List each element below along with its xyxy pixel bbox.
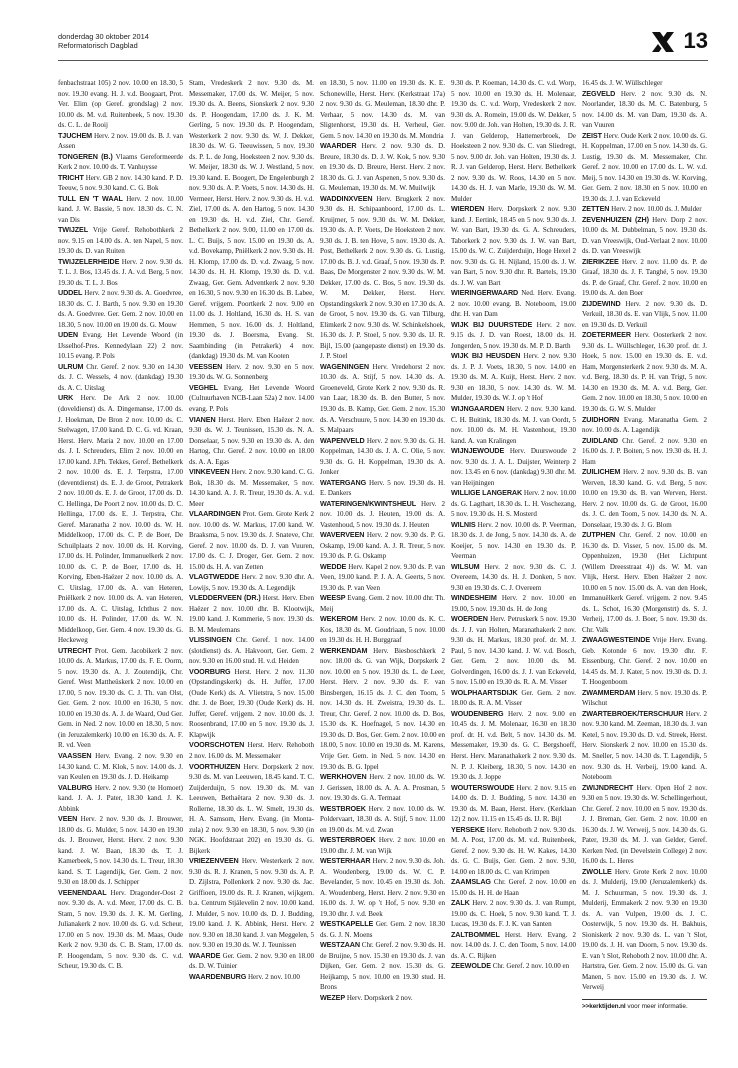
service-times: Herv. Brugkerk 2 nov. 9.30 ds. H. Schipaanboord, 17.00 ds. L. Kruijmer, 5 nov. 9.30 ds. W. M. Dekker, 19.30 ds. A. P. Voets, De Hoeksteen 2 nov. 9.30 ds. J. B. ten Hove, 5 nov. 19.30 ds. A. Post, Bethelkerk 2 nov. 9.30 ds. G. Lustig, 17.00 ds. B. J. v.d. Graaf, 5 nov. 19.30 ds. P. Baas, De Morgenster 2 nov. 9.30 ds. W. M. Dekker, 17.00 ds. C. Bos, 5 nov. 19.30 ds. W. M. Dekker, Herst. Herv. Opstandingskerk 2 nov. 9.30 en 17.30 ds. A. de Groot, 5 nov. 19.30 ds. G. van Tilburg, Elimkerk 2 nov. 9.30 ds. W. Schinkelshoek, 16.30 ds. J. P. Stoel, 5 nov. 9.30 ds. IJ. R. Bijl, 15.00 (aangepaste dienst) en 19.30 ds. J. P. Stoel	[320, 194, 445, 361]
place-name: WIJK BIJ DUURSTEDE	[451, 319, 533, 329]
place-name: WIJNJEWOUDE	[451, 446, 505, 456]
service-entry	[189, 740, 314, 761]
place-name: WILLIGE LANGERAK	[451, 488, 523, 498]
service-times: Herv. Dorp 2 nov. 10.00 ds. M. Dubbelman, 5 nov. 19.30 ds. D. van Vreeswijk, Oud-Verlaat 2 nov. 10.00 ds. D. van Vreeswijk	[582, 215, 707, 256]
place-name: WOUDENBERG	[451, 708, 504, 718]
issue-date: donderdag 30 oktober 2014	[58, 32, 149, 41]
service-entry	[320, 499, 445, 531]
service-entry	[582, 330, 707, 414]
service-times: Ger. Gem. 2 nov. 18.30 ds. G. J. N. Moens	[320, 920, 445, 939]
place-name: WATERGANG	[320, 477, 367, 487]
service-times: Vlaams Gereformeerde Kerk 2 nov. 10.00 ds. T. Vanhuysse	[58, 152, 183, 172]
service-times: Herv. 2 nov. 9.30 (te Homoet) kand. J. A. J. Pater, 18.30 kand. J. K. Abbink	[58, 783, 183, 813]
place-name: ZEVENHUIZEN (ZH)	[582, 214, 649, 224]
service-entry	[58, 173, 183, 194]
place-name: WERKHOVEN	[320, 772, 367, 782]
service-times: Herst. Herv. Rehoboth 2 nov. 16.00 ds. M. Messemaker	[189, 741, 314, 760]
service-entry	[582, 299, 707, 331]
place-name: ZAAMSLAG	[451, 877, 491, 887]
service-entry	[582, 688, 707, 709]
place-name: ZWIJNDRECHT	[582, 782, 634, 792]
service-entry	[58, 131, 183, 152]
service-entry	[320, 562, 445, 594]
place-name: WESTKAPELLE	[320, 919, 374, 929]
service-entry	[58, 288, 183, 330]
service-times: Herv. Biesboschkerk 2 nov. 18.00 ds. G. van Wijk, Dorpskerk 2 nov. 10.00 en 5 nov. 19.30 ds. L. de Leer, Herst. Herv. 2 nov. 9.30 ds. F. van Binsbergen, 16.15 ds. J. C. den Toom, 5 nov. 14.30 ds. H. Zweistra, 19.30 ds. L. Treur, Chr. Geref. 2 nov. 10.00 ds. D. Bos, 15.30 ds. K. Hoefnagel, 5 nov. 14.30 en 19.30 ds. D. Bos, Ger. Gem. 2 nov. 10.00 en 18.00, 5 nov. 10.00 en 19.30 ds. M. Karens, Vrije Ger. Gem. in Ned. 5 nov. 14.30 en 19.30 ds. B. G. Ippel	[320, 646, 445, 771]
service-times: Chr. Geref. 2 nov. 9.30 en 16.00 ds. J. P. Boiten, 5 nov. 19.30 ds. H. J. Ham	[582, 436, 707, 466]
service-times: Herv. Dorpskerk 2 nov.	[345, 993, 413, 1002]
service-times: Herv. 2 nov. 10.00 ds. G. Lagthart, 18.30 ds. L. H. Voschezang, 5 nov. 19.30 ds. H. S. Mosterd	[451, 489, 576, 519]
service-entry	[582, 467, 707, 530]
place-name: VAASSEN	[58, 751, 92, 760]
service-times: Chr. Geref. 2 nov. 9.30 en 14.30 ds. J. C. Wessels, 4 nov. (dankdag) 19.30 ds. A. C. Uitslag	[58, 362, 183, 392]
service-entry	[189, 972, 314, 983]
service-entry	[189, 667, 314, 741]
service-times: Herv. 5 nov. 19.30 ds. P. Wilschut	[582, 688, 707, 708]
service-times: Herv. Grote Kerk 2 nov. 10.00 ds. J. Mulderij, 19.00 (Jeruzalemkerk) ds. M. J. Schuurman, 5 nov. 19.30 ds. J. Mulderij, Emmakerk 2 nov. 9.30 en 19.30 ds. A. van Vulpen, 19.00 ds. J. C. Oosterwijk, 5 nov. 19.30 ds. H. Bakhuis, Sioniskerk 2 nov. 9.30 ds. L. van 't Slot, 19.00 ds. J. H. van Doorn, 5 nov. 19.30 ds. E. van 't Slot, Rehoboth 2 nov. 10.00 dhr. A. Hartstra, Ger. Gem. 2 nov. 15.00 ds. G. van Manen, 5 nov. 15.00 en 19.30 ds. J. W. Verweij	[582, 867, 707, 992]
service-entry	[451, 688, 576, 709]
service-entry	[320, 194, 445, 362]
place-name: WOLPHAARTSDIJK	[451, 687, 518, 697]
service-entry	[58, 330, 183, 362]
service-times: Herv. 2 nov. 9.30 kand. C. H. Buitink, 18.30 ds. M. J. van Oordt, 5 nov. 10.00 ds. M. H. Vastenhout, 19.30 kand. A. van Kralingen	[451, 404, 576, 445]
service-times: Herv. 2 nov. 9.30 ds. C. J. Overeem, 14.30 ds. H. J. Donken, 5 nov. 9.30 en 19.30 ds. C. J. Overeem	[451, 562, 576, 592]
service-entry	[58, 814, 183, 888]
service-times: Herv. Vredehorst 2 nov. 10.30 ds. A. Stijf, 5 nov. 14.30 ds. A. Groeneveld, Grote Kerk 2 nov. 9.30 ds. R. van Laar, 18.30 ds. B. den Butter, 5 nov. 19.30 ds. B. Kamp, Ger. Gem. 2 nov. 15.30 ds. A. Verschuure, 5 nov. 14.30 en 19.30 ds. S. Malpaars	[320, 362, 445, 435]
service-entry	[582, 635, 707, 688]
service-entry	[451, 404, 576, 446]
service-times: Herv. 2 nov. 9.30 ds. T. L. J. Bos, 13.45 ds. J. A. v.d. Berg, 5 nov. 19.30 ds. T. L. J. Bos	[58, 257, 183, 287]
service-times: Evang. Het Levende Woord (Cultuurhaven NCB-Laan 52a) 2 nov. 14.00 evang. P. Pols	[189, 383, 314, 413]
place-name: ZWOLLE	[582, 866, 612, 876]
service-entry	[320, 78, 445, 141]
service-times: Herst. Herv. Eben Haëzer 2 nov. 9.30 ds. W. J. Teunissen, 15.30 ds. N. A. Donselaar, 5 nov. 9.30 en 19.30 ds. A. den Hartog, Chr. Geref. 2 nov. 10.00 en 18.00 ds. A. A. Egas	[189, 415, 314, 466]
place-name: ZALK	[451, 898, 470, 908]
place-name: TULL EN 'T WAAL	[58, 193, 123, 203]
service-times: Herv. 2 nov. 9.30 en 5 nov. 19.30 ds. W. G. Sonnenberg	[189, 362, 314, 382]
service-entry	[582, 131, 707, 205]
service-entry	[582, 415, 707, 436]
place-name: TWIJZEL	[58, 225, 89, 235]
service-entry	[58, 225, 183, 257]
service-entry	[189, 762, 314, 857]
place-name: VEEN	[58, 814, 78, 824]
service-entry	[58, 783, 183, 815]
service-entry	[451, 488, 576, 520]
service-times: Herv. Westerkerk 2 nov. 9.30 ds. R. J. Kranen, 5 nov. 9.30 ds. A. P. D. Zijlstra, Pollenkerk 2 nov. 9.30 ds. Jac. Griffioen, 19.00 ds. R. J. Kranen, wijkgem. b.a. Centrum Stjálevelin 2 nov. 10.00 kand. J. Mulder, 5 nov. 10.00 ds. D. J. Budding, 19.00 kand. J. K. Abbink, Herst. Herv. 2 nov. 9.30 en 18.30 kand. J. van Meggelen, 5 nov. 9.30 en 19.30 ds. W. J. Teunissen	[189, 857, 314, 950]
service-entry	[320, 436, 445, 478]
place-name: WEZEP	[320, 992, 346, 1002]
service-entry	[582, 783, 707, 867]
place-name: WAPENVELD	[320, 435, 365, 445]
place-name: VLAARDINGEN	[189, 509, 241, 519]
place-name: VINKEVEEN	[189, 467, 230, 477]
service-entry	[189, 415, 314, 468]
service-times: Herv. 2 nov. 9.30 ds. D. Verkuil, 18.30 ds. E. van Vlijk, 5 nov. 11.00 en 19.30 ds. D. Verkuil	[582, 299, 707, 329]
service-times: Herv. Open Hof 2 nov. 9.30 en 5 nov. 19.30 ds. W. Schellingerhout, Chr. Geref. 2 nov. 10.00 en 5 nov. 19.30 ds. J. J. Breman, Ger. Gem. 2 nov. 10.00 en 16.30 ds. J. W. Verweij, 5 nov. 14.30 ds. G. Pater, 19.30 ds. M. J. van Gelder, Geref. Kerken Ned. (in Develstein College) 2 nov. 16.00 ds. L. Heres	[582, 783, 707, 866]
place-name: WAARDENBURG	[189, 971, 247, 981]
service-times: Stam, Vredeskerk 2 nov. 9.30 ds. M. Messemaker, 17.00 ds. W. Meijer, 5 nov. 19.30 ds. A. Beens, Sionskerk 2 nov. 9.30 ds. P. Hoogendam, 17.00 ds. J. K. M. Gerling, 5 nov. 19.30 ds. P. Hoogendam, Westerkerk 2 nov. 9.30 ds. W. J. Dekker, 18.30 ds. W. G. Teeuwissen, 5 nov. 19.30 ds. P. L. de Jong, Hoeksteen 2 nov. 9.30 ds. W. Meijer, 18.30 ds. W. J. Westland, 5 nov. 19.30 kand. E. Boogert, De Engelenburgh 2 nov. 9.30 ds. A. P. Voets, 5 nov. 14.30 ds. H. Vermeer, Herst. Herv. 2 nov. 9.30 ds. H. v.d. Ziel, 17.00 ds. A. den Hartog, 5 nov. 14.30 en 19.30 ds. H. v.d. Ziel, Chr. Geref. Bethelkerk 2 nov. 9.00, 11.00 en 17.00 ds. L. C. Buijs, 5 nov. 15.00 en 19.30 ds. A. v.d. Bovekamp, Pniëlkerk 2 nov. 9.30 ds. H. H. Klomp, 17.00 ds. D. v.d. Zwaag, 5 nov. 14.30 ds. H. H. Klomp, 19.30 ds. D. v.d. Zwaag, Ger. Gem. Adventkerk 2 nov. 9.30 en 16.30, 5 nov. 9.30 en 16.30 ds. B. Labee, Geref. vrijgem. Poortkerk 2 nov. 9.00 en 11.00 ds. J. Holtland, 16.30 ds. H. S. van Hemmen, 5 nov. 16.00 ds. J. Holtland, 19.30 ds. J. Boersma, Evang. St. Saambinding (in Petrakerk) 4 nov. (dankdag) 19.30 ds. M. van Kooten	[189, 79, 314, 361]
service-times: Herv. Kapel 2 nov. 9.30 ds. P. van Veen, 19.00 kand. P. J. A. A. Geerts, 5 nov. 19.30 ds. P. van Veen	[320, 562, 445, 592]
service-times: Evang. Het Levende Woord (in IJsselhof-Pres. Kennedylaan 22) 2 nov. 10.15 evang. P. Pols	[58, 331, 183, 361]
service-entry	[451, 783, 576, 825]
service-times: Herv. 2 nov. 9.15 en 14.00 ds. D. J. Budding, 5 nov. 14.30 en 19.30 ds. M. Baan, Herst. Herv. (Kerklaan 12) 2 nov. 11.15 en 15.45 ds. IJ. R. Bijl	[451, 783, 576, 824]
place-name: VEENENDAAL	[58, 887, 107, 897]
place-name: ZIJDEWIND	[582, 298, 621, 308]
place-name: VEESSEN	[189, 361, 223, 371]
service-times: Herv. 2 nov. 10.00 en 19.00, 5 nov. 19.30 ds. H. de Jong	[451, 594, 576, 613]
service-entry	[189, 383, 314, 415]
service-times: Herv. 2 nov. 9.30 ds. J. Brouwer, 18.00 ds. G. Mulder, 5 nov. 14.30 en 19.30 ds. J. Brouwer, Herst. Herv. 2 nov. 9.30 kand. J. W. Baan, 18.30 ds. T. J. Kamerbeek, 5 nov. 14.30 ds. L. Treur, 18.30 kand. S. T. Lagendijk, Ger. Gem. 2 nov. 9.30 en 18.00 ds. J. Schipper	[58, 815, 183, 887]
service-entry	[58, 152, 183, 173]
service-entry	[320, 940, 445, 993]
place-name: WIJK BIJ HEUSDEN	[451, 351, 521, 361]
service-times: Herv. De Ark 2 nov. 10.00 (doveldienst) ds. A. Dingemanse, 17.00 ds. J. Hoekman, De Bron 2 nov. 10.00 ds. C. Stelwagen, 17.00 kand. D. C. G. vd. Kraan, Herst. Herv. Maria 2 nov. 10.00 en 17.00 ds. J. I. Schreuders, Elim 2 nov. 10.00 en 17.00 kand. J.Ph. Tekkes, Geref. Bethelkerk 2 nov. 10.00 ds. E. J. Terpstra, 17.00 (deventdienst) ds. E. J. de Groot, Petrakerk 2 nov. 10.00 ds. E. J. de Groot, 17.00 ds. D. C. Hellinga, De Poort 2 nov. 10.00 ds. D. C. Hellinga, 17.00 ds. E. J. Terpstra, Chr. Geref. Maranatha 2 nov. 10.00 ds. W. H. Middelkoop, 17.00 ds. C. P. de Boer, De Schuilplaats 2 nov. 10.00 ds. H. Korving, 17.00 ds. H. Polinder, Immanuelkerk 2 nov. 10.00 ds. C. P. de Boer, 17.00 ds. H. Korving, Eben-Haëzer 2 nov. 10.00 ds. A. C. Uitslag, 17.00 ds. A. van Heteren, Pniëlkerk 2 nov. 10.00 ds. A. van Heteren, 17.00 ds. A. C. Uitslag, Ichthus 2 nov. 10.00 ds. H. Polinder, 17.00 ds. W. N. Middelkoop, Ger. Gem. 4 nov. 19.30 ds. G. Heckeweg	[58, 394, 183, 645]
service-entry	[320, 804, 445, 836]
service-entry	[58, 646, 183, 751]
service-entry	[189, 467, 314, 509]
service-times: Herv. 5 nov. 19.30 ds. H. E. Dankers	[320, 478, 445, 498]
listing-column	[320, 78, 445, 1048]
service-entry	[451, 877, 576, 898]
newspaper-logo-icon	[650, 30, 676, 54]
service-entry	[320, 919, 445, 940]
service-times: Herv. 2 nov. 9.30 dhr. A. Lowijs, 5 nov. 19.30 ds. A. Legendijk	[189, 573, 314, 592]
service-times: Evang. Maranatha Gem. 2 nov. 10.00 ds. A. Lagendijk	[582, 415, 707, 435]
place-name: ZUILICHEM	[582, 467, 621, 477]
service-times: Herv. 2 nov. 10.00 ds. K. C. Kos, 18.30 ds. M. Goudriaan, 5 nov. 10.00 en 19.30 ds. H. H. Burggraaf	[320, 615, 445, 645]
service-times: Ned. Herv. Evang. 2 nov. 10.00 evang. B. Noteboom, 19.00 dhr. H. van Dam	[451, 289, 576, 319]
service-times: Herv. 2 nov. 9.30 ds. G. H. Koppelman, 14.30 ds. J. A. C. Olie, 5 nov. 9.30 ds. G. H. Koppelman, 19.30 ds. A. Jonker	[320, 436, 445, 477]
place-name: VOORBURG	[189, 666, 231, 676]
listing-column	[58, 78, 183, 1048]
service-entry	[320, 530, 445, 562]
place-name: ZWARTEBROEK/TERSCHUUR	[582, 708, 684, 718]
service-entry	[189, 509, 314, 572]
service-times: Herv. 2 nov. 9.30 kand. M. Zeeman, 18.30 ds. J. van Ketel, 5 nov. 19.30 ds. D. v.d. Streek, Herst. Herv. Sionskerk 2 nov. 10.00 en 15.30 ds. M. Sneller, 5 nov. 14.30 ds. T. Lagendijk, 5 nov. 9.30 ds. H. Verbeij, 19.00 kand. A. Noteboom	[582, 709, 707, 782]
place-name: ZUIDHORN	[582, 414, 620, 424]
service-entry	[451, 709, 576, 783]
place-name: VLEDDERVEEN (DR.)	[189, 593, 261, 603]
listing-column	[189, 78, 314, 1048]
place-name: WAARDER	[320, 141, 357, 151]
service-times: Herv. Evang. 2 nov. 9.30 en 14.30 kand. C. M. Klok, 5 nov. 14.00 ds. J. van Keulen en 19.30 ds. J. D. Heikamp	[58, 752, 183, 782]
service-times: Herv. Oosterkerk 2 nov. 9.30 ds. L. Wüllschleger, 16.30 prof. dr. J. Hoek, 5 nov. 15.00 en 19.30 ds. E. v.d. Ham, Morgensterkerk 2 nov. 9.30 ds. M. A. v.d. Berg, 18.30 ds. P. H. van Trigt, 5 nov. 14.30 en 19.30 ds. M. A. v.d. Berg, Ger. Gem. 2 nov. 10.00 en 18.30, 5 nov. 10.00 en 19.30 ds. G. W. S. Mulder	[582, 331, 707, 413]
place-name: WAVERVEEN	[320, 530, 365, 540]
service-entry	[451, 593, 576, 614]
service-entry	[451, 351, 576, 404]
page-header	[58, 28, 708, 59]
place-name: UTRECHT	[58, 645, 92, 655]
place-name: WEDDE	[320, 561, 347, 571]
place-name: VLAGTWEDDE	[189, 572, 240, 582]
place-name: VEGHEL	[189, 382, 218, 392]
service-times: Herv. 2 nov. 9.30 ds. N. Noorlander, 18.30 ds. M. C. Batenburg, 5 nov. 14.00 ds. M. van Dam, 19.30 ds. A. van Vuuren	[582, 89, 707, 130]
service-times: fenbachstraat 105) 2 nov. 10.00 en 18.30, 5 nov. 19.30 evang. H. J. v.d. Boogaart, Prot. Ver. Elim (op Geref. grondslag) 2 nov. 10.00 ds. M. v.d. Ruitenbeek, 5 nov. 19.30 ds. C. L. de Rooij	[58, 79, 183, 130]
place-name: WOUTERSWOUDE	[451, 782, 515, 792]
service-times: Herv. 2 nov. 9.00 en 10.45 ds. J. M. Molenaar, 16.30 en 18.30 prof. dr. H. v.d. Belt, 5 nov. 14.30 ds. M. Messemaker, 19.30 ds. G. C. Bergshoeff, Herst. Herv. Maranathakerk 2 nov. 9.30 ds. N. P. J. Kleiberg, 18.30, 5 nov. 14.30 en 19.30 ds. J. Joppe	[451, 709, 576, 782]
service-entry	[582, 89, 707, 131]
service-entry	[451, 520, 576, 562]
service-times: Herv. 2 nov. 10.00 kand. J. W. Bassie, 5 nov. 18.30 ds. C. N. van Dis	[58, 194, 183, 224]
service-times: Herv. 2 nov. 10.00 ds. J. Heuten, 19.00 ds. A. Vastenhoud, 5 nov. 19.30 ds. J. Heuten	[320, 499, 445, 529]
place-name: WEKEROM	[320, 614, 358, 624]
service-entry	[582, 215, 707, 257]
place-name: WILNIS	[451, 519, 476, 529]
place-name: WADDINXVEEN	[320, 193, 373, 203]
service-times: Herv. 2 nov. 9.30 ds. J. P. J. Voets, 18.30, 5 nov. 14.00 en 19.30 ds. M. A. Kuijt, Herst. Herv. 2 nov. 9.30 en 18.30, 5 nov. 14.30 ds. W. M. Mulder, 19.30 ds. W. J. op 't Hof	[451, 352, 576, 403]
service-times: Herv. 2 nov. 10.00 ds. J. Mulder	[609, 205, 702, 214]
place-name: WIJNGAARDEN	[451, 403, 505, 413]
place-name: ZALTBOMMEL	[451, 929, 500, 939]
service-entry	[320, 772, 445, 804]
service-entry	[451, 78, 576, 204]
service-entry	[320, 993, 445, 1004]
service-times: Prot. Gem. Jacobikerk 2 nov. 10.00 ds. A. Markus, 17.00 ds. F. E. Oorm, 5 nov. 19.30 ds. A. J. Zoutendijk, Chr. Geref. West Mattheüskerk 2 nov. 10.00 en 17.00, 5 nov. 19.30 ds. C. J. Th. van Olst, Ger. Gem. 2 nov. 10.00 en 16.30, 5 nov. 10.00 en 19.30 ds. A. J. de Waard, Oud Ger. Gem. in Ned. 2 nov. 10.00 en 18.30, 5 nov. (in Jeruzalemkerk) 10.00 en 16.30 ds. A. F. R. vd. Veen	[58, 646, 183, 750]
service-times: Herv. 2 nov. 10.00 ds. W. J. Gerissen, 18.00 ds. A. A. A. Prosman, 5 nov. 19.30 ds. G. A. Termaat	[320, 773, 445, 803]
place-name: YERSEKE	[451, 824, 485, 834]
service-times: Herv. 2 nov. 9.30 ds. B. van Werven, 18.30 kand. G. v.d. Berg, 5 nov. 10.00 en 19.30 ds. B. van Werven, Herst. Herv. 2 nov. 10.00 ds. G. de Groot, 16.00 ds. J. C. den Toom, 5 nov. 14.30 ds. N. A. Donselaar, 19.30 ds. J. G. Blom	[582, 468, 707, 529]
place-name: VIANEN	[189, 414, 216, 424]
place-name: WATERINGEN/KWINTSHEUL	[320, 498, 416, 508]
service-times: Herv. Petruskerk 5 nov. 19.30 ds. J. J. van Holten, Maranathakerk 2 nov. 9.30 ds. H. Markus, 18.30 prof. dr. M. J. Paul, 5 nov. 14.30 kand. J. W. v.d. Bosch, Ger. Gem. 2 nov. 10.00 ds. M. Golverdingen, 16.00 ds. J. J. van Eckeveld, 5 nov. 15.00 en 19.30 ds. R. A. M. Visser	[451, 615, 576, 687]
place-name: VRIEZENVEEN	[189, 856, 239, 866]
place-name: WEESP	[320, 593, 346, 603]
service-entry	[320, 478, 445, 499]
service-entry	[582, 204, 707, 215]
service-times: 16.45 ds. J. W. Wüllschleger	[582, 79, 663, 87]
service-entry	[189, 951, 314, 972]
place-name: TONGEREN (B.)	[58, 151, 113, 161]
place-name: ZUIDLAND	[582, 435, 618, 445]
service-times: Herv. 2 nov. 9.30 ds. A. Goedvree, 18.30 ds. C. J. Barth, 5 nov. 9.30 en 19.30 ds. A. Goedvree. Ger. Gem. 2 nov. 10.00 en 18.30, 5 nov. 10.00 en 19.00 ds. G. Mouw	[58, 289, 183, 329]
place-name: TWIJZELERHEIDE	[58, 256, 120, 266]
service-entry	[189, 78, 314, 362]
place-name: UDDEL	[58, 288, 83, 298]
service-entry	[451, 446, 576, 488]
place-name: ZEEWOLDE	[451, 961, 491, 971]
service-entry	[582, 867, 707, 993]
service-times: 9.30 ds. P. Koeman, 14.30 ds. C. v.d. Worp, 5 nov. 10.00 en 19.30 ds. H. Molenaar, 19.30 ds. C. v.d. Worp, Vredeskerk 2 nov. 9.30 ds. A. Romein, 19.00 ds. W. Dekker, 5 nov. 9.00 dr. Joh. van Holten, 19.30 ds. J. R. J. van Gelderop, Hattemerbroek, De Hoeksteen 2 nov. 9.30 ds. C. van Sliedregt, 5 nov. 9.00 dr. Joh. van Holten, 19.30 ds. J. R. J. van Gelderop, Herst. Herv. Bethelkerk 2 nov. 9.30 ds. W. Roos, 14.30 en 5 nov. 14.30 ds. H. J. van Marle, 19.30 ds. W. M. Mulder	[451, 79, 576, 203]
service-times: Herv. Duurswoude 2 nov. 9.30 ds. J. A. L. Duijster, Weinterp 2 nov. 13.45 en 6 nov. (dankdag) 9.30 dhr. M. van Heijningen	[451, 447, 576, 487]
service-times: Herv. Dragonder-Oost 2 nov. 9.30 ds. A. v.d. Meer, 17.00 ds. C. B. Stam, 5 nov. 19.30 ds. J. K. M. Gerling, Julianakerk 2 nov. 10.00 ds. G. v.d. Scheur, 17.00 en 5 nov. 19.30 ds. M. Maas, Oude Kerk 2 nov. 9.30 ds. C. B. Stam, 17.00 ds. P. Hoogendam, 5 nov. 9.30 ds. C. v.d. Scheur, 19.30 ds. C. B.	[58, 888, 183, 971]
place-name: WOERDEN	[451, 614, 488, 624]
service-times: Herv. Dorpskerk 2 nov. 9.30 ds. M. van Leeuwen, 18.45 kand. T. C. Zuijderduijn, 5 nov. 19.30 ds. M. van Leeuwen, Bethaëtara 2 nov. 9.30 ds. J. Rollerne, 18.30 ds. L. W. Smelt, 19.30 ds. H. A. Samsom, Herv. Evang. (in Monta-zula) 2 nov. 9.30 en 18.30, 5 nov. 9.30 (in NGK. Hoofdstraat 202) en 19.30 ds. G. Bijkerk	[189, 762, 314, 855]
service-entry	[320, 835, 445, 856]
service-entry	[58, 751, 183, 783]
service-entry	[451, 288, 576, 320]
service-entry	[320, 141, 445, 194]
service-entry	[451, 825, 576, 878]
service-entry	[320, 856, 445, 919]
newspaper-name: Reformatorisch Dagblad	[58, 41, 138, 50]
place-name: WAGENINGEN	[320, 361, 369, 371]
service-times: Herv. Oude Kerk 2 nov. 10.00 ds. G. H. Koppelman, 17.00 en 5 nov. 14.30 ds. G. Lustig, 19.30 ds. M. Messemaker, Chr. Geref. 2 nov. 10.00 en 17.00 ds. L. W. v.d. Meij, 5 nov. 14.30 en 19.30 ds. W. Korving, Ger. Gem. 2 nov. 18.30 en 5 nov. 10.00 en 19.30 ds. J. J. van Eckeveld	[582, 131, 707, 203]
place-name: WESTERHAAR	[320, 856, 371, 866]
listing-column	[451, 78, 576, 1048]
place-name: ZWAMMERDAM	[582, 687, 636, 697]
service-entry	[58, 194, 183, 226]
service-times: Herv. 2 nov. 9.30 ds. Joh. A. Woudenberg, 19.00 ds. W. C. P. Bevelander, 5 nov. 10.45 en 19.30 ds. Joh. A. Woudenberg, Herst. Herv. 2 nov. 9.30 en 16.00 ds. J. W. op 't Hof, 5 nov. 9.30 en 19.30 dhr. J. v.d. Beek	[320, 857, 445, 918]
service-entry	[582, 257, 707, 299]
service-entry	[320, 646, 445, 772]
page-number: 13	[683, 28, 708, 53]
more-info-note	[582, 999, 707, 1011]
service-times: Herv. 2 nov. 9.30 ds. P. G. Oskamp, 19.00 kand. A. J. R. Treur, 5 nov. 19.30 ds. P. G. Oskamp	[320, 531, 445, 561]
church-services-listing	[58, 78, 708, 1048]
service-times: Chr. Geref. 2 nov. 10.00 en	[490, 962, 570, 971]
service-times: Herv. 2 nov. 10.00 ds. W. Poldervaart, 18.30 ds. A. Stijf, 5 nov. 11.00 en 19.00 ds. M. v.d. Zwan	[320, 804, 445, 834]
service-times: Herv. 2 nov. 9.15 ds. J. D. van Roest, 18.00 ds. H. Jongerden, 5 nov. 19.30 ds. M. P. D. Barth	[451, 320, 576, 350]
service-times: Chr. Geref. 2 nov. 9.30 ds. H. de Bruijne, 5 nov. 15.30 en 19.30 ds. J. van Dijken, Ger. Gem. 2 nov. 15.30 ds. G. Heijkamp, 5 nov. 10.00 en 19.30 stud. H. Brons	[320, 941, 445, 992]
place-name: ZOETERMEER	[582, 330, 631, 340]
place-name: WESTERBROEK	[320, 835, 376, 845]
service-entry	[451, 614, 576, 688]
service-times: Chr. Geref. 2 nov. 10.00 en 16.30 ds. D. Visser, 5 nov. 15.00 ds. M. Oppenhuizen, 19.30 (Het Lichtpunt (Willem Dreesstraat 4)) ds. W. M. van Vlijk, Herst. Herv. Eben Haëzer 2 nov. 10.00 en 5 nov. 15.00 ds. A. van den Hoek, Immanuëlkerk Geref. vrijgem. 2 nov. 9.45 ds. L. Schot, 16.30 (Morgenstrt) ds. S. J. Verheij, 17.00 ds. J. Boer, 5 nov. 19.30 ds. Chr. Valk	[582, 531, 707, 634]
service-entry	[582, 709, 707, 783]
service-entry	[451, 930, 576, 962]
service-entry	[320, 593, 445, 614]
service-times: Herst. Herv. Evang. 2 nov. 14.00 ds. J. C. den Toom, 5 nov. 14.00 ds. A. C. Rijken	[451, 930, 576, 960]
service-entry	[58, 888, 183, 972]
service-times: Herst. Herv. 2 nov. 11.30 (Opstandingskerk) ds. H. Juffer, 17.00 (Oude Kerk) ds. A. Vlietstra, 5 nov. 15.00 dhr. J. de Boer, 19.30 (Oude Kerk) ds. H. Juffer, Geref. vrijgem. 2 nov. 10.00 ds. J. Roosenbrand, 17.00 en 5 nov. 19.30 ds. J. Klapwijk	[189, 667, 314, 739]
service-times: Herv. 2 nov. 19.00 ds. B. J. van Assen	[58, 131, 183, 151]
service-entry	[189, 635, 314, 667]
place-name: WIERDEN	[451, 204, 485, 214]
service-times: Herv. Rehoboth 2 nov. 9.30 ds. M. A. Post, 17.00 ds. M. v.d. Ruitenbeek, Geref. 2 nov. 9.30 ds. H. W. Kakes, 14.30 ds. G. C. Buijs, Ger. Gem. 2 nov. 9.30, 14.00 en 18.00 ds. C. van Krimpen	[451, 825, 576, 876]
service-times: Herv. 2 nov. 11.00 ds. P. de Graaf, 18.30 ds. J. F. Tanghé, 5 nov. 19.30 ds. P. de Graaf, Chr. Geref. 2 nov. 10.00 en 19.00 ds. A. den Boer	[582, 257, 707, 298]
service-entry	[320, 614, 445, 646]
service-entry	[320, 362, 445, 436]
service-entry	[58, 78, 183, 131]
place-name: ZUTPHEN	[582, 530, 616, 540]
place-name: WILSUM	[451, 561, 480, 571]
place-name: ZETTEN	[582, 204, 610, 214]
service-entry	[451, 320, 576, 352]
place-name: WESTBROEK	[320, 803, 366, 813]
service-times: Herv. 2 nov. 10.00	[246, 972, 300, 981]
service-entry	[582, 436, 707, 468]
place-name: ULRUM	[58, 361, 84, 371]
place-name: WESTZAAN	[320, 940, 360, 950]
place-name: WERKENDAM	[320, 645, 368, 655]
service-times: Chr. Geref. 2 nov. 10.00 en 15.00 ds. H. H. de Haan	[451, 878, 576, 897]
service-entry	[58, 362, 183, 394]
place-name: ZIERIKZEE	[582, 256, 619, 266]
service-entry	[189, 572, 314, 593]
service-entry	[451, 204, 576, 288]
place-name: ZWAAGWESTEINDE	[582, 635, 651, 645]
place-name: ZEGVELD	[582, 88, 616, 98]
service-entry	[582, 78, 707, 89]
place-name: TRICHT	[58, 172, 84, 182]
place-name: WIERINGERWAARD	[451, 288, 519, 298]
service-entry	[58, 393, 183, 645]
service-entry	[451, 898, 576, 930]
service-times: Herv. GB 2 nov. 14.30 kand. P. D. Teeuw, 5 nov. 9.30 kand. C. G. Bok	[58, 173, 183, 193]
service-times: Herv. 2 nov. 9.30 ds. J. van Rumpt, 19.00 ds. C. Hoek, 5 nov. 9.30 kand. T. J. Lucas, 19.30 ds. F. J. K. van Santen	[451, 899, 576, 929]
service-times: en 18.30, 5 nov. 11.00 en 19.30 ds. K. E. Schonewille, Herst. Herv. (Kerkstraat 17a) 2 nov. 9.30 ds. G. Meuleman, 18.30 dhr. P. Verhaar, 5 nov. 14.30 ds. M. van Sligtenhorst, 19.30 ds. H. Verheul, Ger. Gem. 5 nov. 14.30 en 19.30 ds. M. Mondria	[320, 79, 445, 140]
more-info-link[interactable]: >>kerktijden.nl	[582, 1002, 626, 1010]
service-entry	[451, 562, 576, 594]
service-times: Ger. Gem. 2 nov. 18.00 ds. R. A. M. Visser	[451, 688, 576, 708]
more-info-text: voor meer informatie.	[625, 1002, 688, 1010]
service-times: Evang. Gem. 2 nov. 10.00 dhr. Th. Meij	[320, 594, 445, 613]
service-entry	[58, 257, 183, 289]
place-name: URK	[58, 393, 74, 403]
place-name: ZEIST	[582, 130, 602, 140]
service-times: Herst. Herv. Eben Haëzer 2 nov. 10.00 dhr. B. Klootwijk, 19.00 kand. J. Kommerie, 5 nov. 19.30 ds. B. M. Meulemans	[189, 594, 314, 634]
place-name: TJUCHEM	[58, 130, 93, 140]
place-name: UDEN	[58, 330, 78, 340]
service-times: Herv. 2 nov. 10.00 en 19.00 dhr. J. M. van Wijk	[320, 836, 445, 855]
service-entry	[451, 961, 576, 972]
place-name: VALBURG	[58, 782, 93, 792]
place-name: WAARDE	[189, 950, 221, 960]
header-rule	[58, 60, 708, 61]
place-name: VOORTHUIZEN	[189, 761, 241, 771]
service-times: Vrije Herv. Evang. Geb. Kotonde 6 nov. 19.30 dhr. F. Eissenburg, Chr. Geref. 2 nov. 10.00 en 14.45 ds. M. J. Kater, 5 nov. 19.30 ds. D. J. T. Hoogenboom	[582, 636, 707, 687]
service-times: Herv. 2 nov. 9.30 kand. C. G. Bok, 18.30 ds. M. Messemaker, 5 nov. 14.30 kand. A. J. R. Treur, 19.30 ds. A. v.d. Meer	[189, 468, 314, 508]
service-times: Herv. 2 nov. 9.30 ds. D. Breure, 18.30 ds. D. J. W. Kok, 5 nov. 9.30 en 19.30 ds. D. Breure, Herst. Herv. 2 nov. 18.30 ds. G. J. van Aspenen, 5 nov. 9.30 ds. G. Meuleman, 19.30 ds. M. W. Muilwijk	[320, 142, 445, 193]
service-times: Vrije Geref. Rehobothkerk 2 nov. 9.15 en 14.00 ds. A. ten Napel, 5 nov. 19.30 ds. D. van Ruiten	[58, 226, 183, 256]
service-times: Prot. Gem. Grote Kerk 2 nov. 10.00 ds. W. Markus, 17.00 kand. W. Braaksma, 5 nov. 19.30 ds. J. Snateve, Chr. Geref. 2 nov. 10.00 ds. D. J. van Vuuren, 17.00 ds. C. J. Droger, Ger. Gem. 2 nov. 15.00 ds. H. A. van Zetten	[189, 510, 314, 571]
service-entry	[582, 530, 707, 635]
service-entry	[189, 362, 314, 383]
service-entry	[189, 856, 314, 951]
place-name: WINDESHEIM	[451, 593, 497, 603]
service-entry	[189, 593, 314, 635]
place-name: VOORSCHOTEN	[189, 740, 245, 750]
listing-column	[582, 78, 707, 1048]
service-times: Herv. 2 nov. 10.00 ds. P. Veerman, 18.30 ds. J. de Jong, 5 nov. 14.30 ds. A. de Koeijer, 5 nov. 14.30 en 19.30 ds. P. Veerman	[451, 520, 576, 561]
place-name: VLISSINGEN	[189, 635, 232, 645]
service-times: Chr. Geref. 1 nov. 14.00 (slotdienst) ds. A. Hakvoort, Ger. Gem. 2 nov. 9.30 en 16.00 stud. H. v.d. Heiden	[189, 636, 314, 666]
service-times: Ger. Gem. 2 nov. 9.30 en 18.00 ds. D. W. Tuinier	[189, 951, 314, 971]
service-times: Herv. Dorpskerk 2 nov. 9.30 kand. J. Eertink, 18.45 en 5 nov. 9.30 ds. J. W. van Bart, 19.30 ds. G. A. Schreuders, Taborkerk 2 nov. 9.30 ds. J. W. van Bart, 15.00 ds. W. C. Zuijderduijn, Hoge Hexel 2 nov. 9.30 ds. G. H. Nijland, 15.00 ds. J. W. van Bart, 5 nov. 9.30 dhr. R. Bartels, 19.30 ds. J. W. van Bart	[451, 205, 576, 287]
